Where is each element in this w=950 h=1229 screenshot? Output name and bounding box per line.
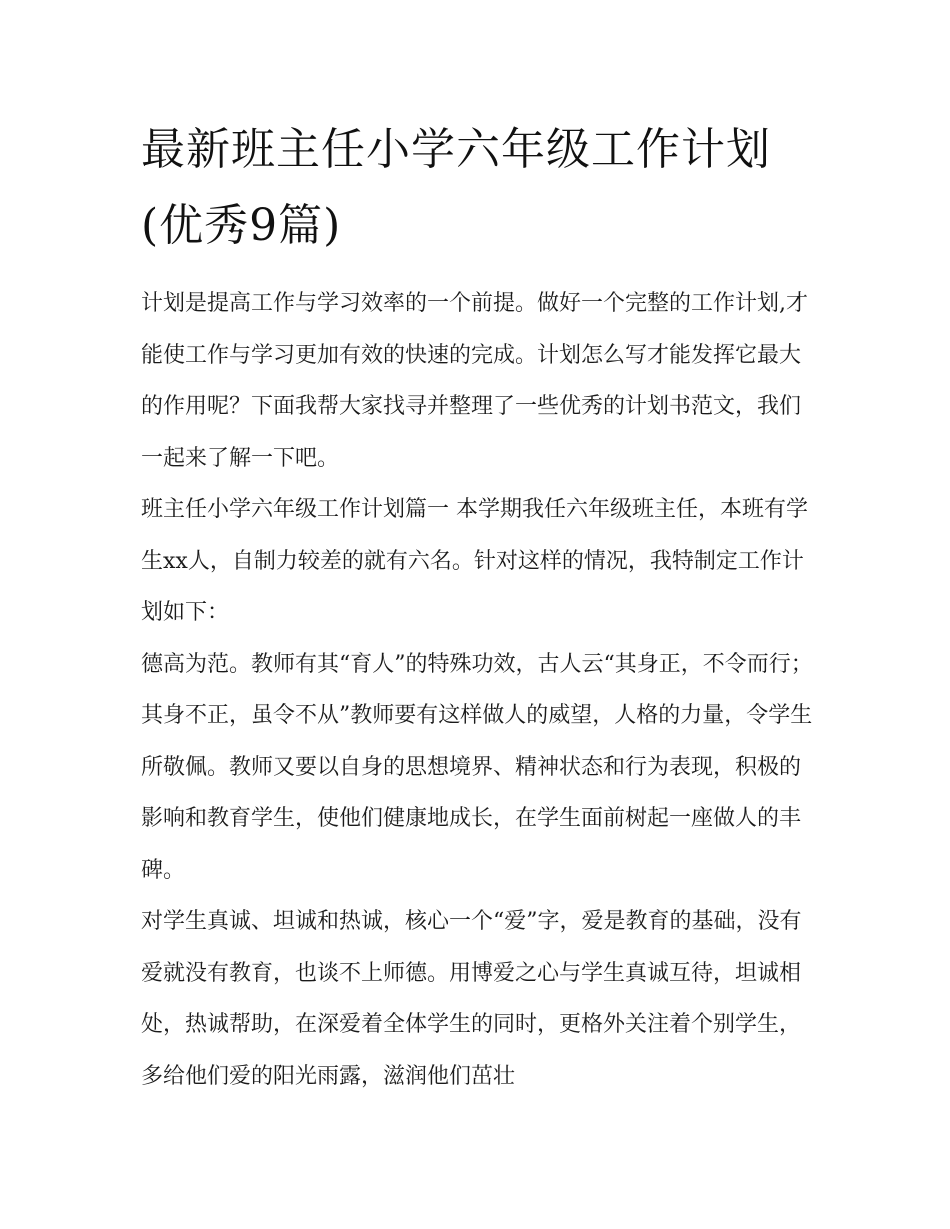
intro-paragraph: 计划是提高工作与学习效率的一个前提。做好一个完整的工作计划,才能使工作与学习更加有效的快速的完成。计划怎么写才能发挥它最大的作用呢？下面我帮大家找寻并整理了一些优秀的计划书范文，我们一起来了解一下吧。 [141, 291, 808, 471]
love-paragraph: 对学生真诚、坦诚和热诚，核心一个“爱”字，爱是教育的基础，没有爱就没有教育，也谈不上师德。用博爱之心与学生真诚互待，坦诚相处，热诚帮助，在深爱着全体学生的同时，更格外关注着个别学生，多给他们爱的阳光雨露，滋润他们茁壮 [141, 909, 802, 1089]
document-title: 最新班主任小学六年级工作计划(优秀9篇) [141, 124, 771, 251]
role-model-paragraph: 德高为范。教师有其“育人”的特殊功效，古人云“其身正，不令而行；其身不正，虽令不从”教师要有这样做人的威望，人格的力量，令学生所敬佩。教师又要以自身的思想境界、精神状态和行为表现，积极的影响和教育学生，使他们健康地成长，在学生面前树起一座做人的丰碑。 [141, 651, 813, 883]
section-one-paragraph: 班主任小学六年级工作计划篇一 本学期我任六年级班主任，本班有学生xx人，自制力较差的就有六名。针对这样的情况，我特制定工作计划如下： [141, 497, 808, 625]
document-body [141, 278, 821, 1102]
